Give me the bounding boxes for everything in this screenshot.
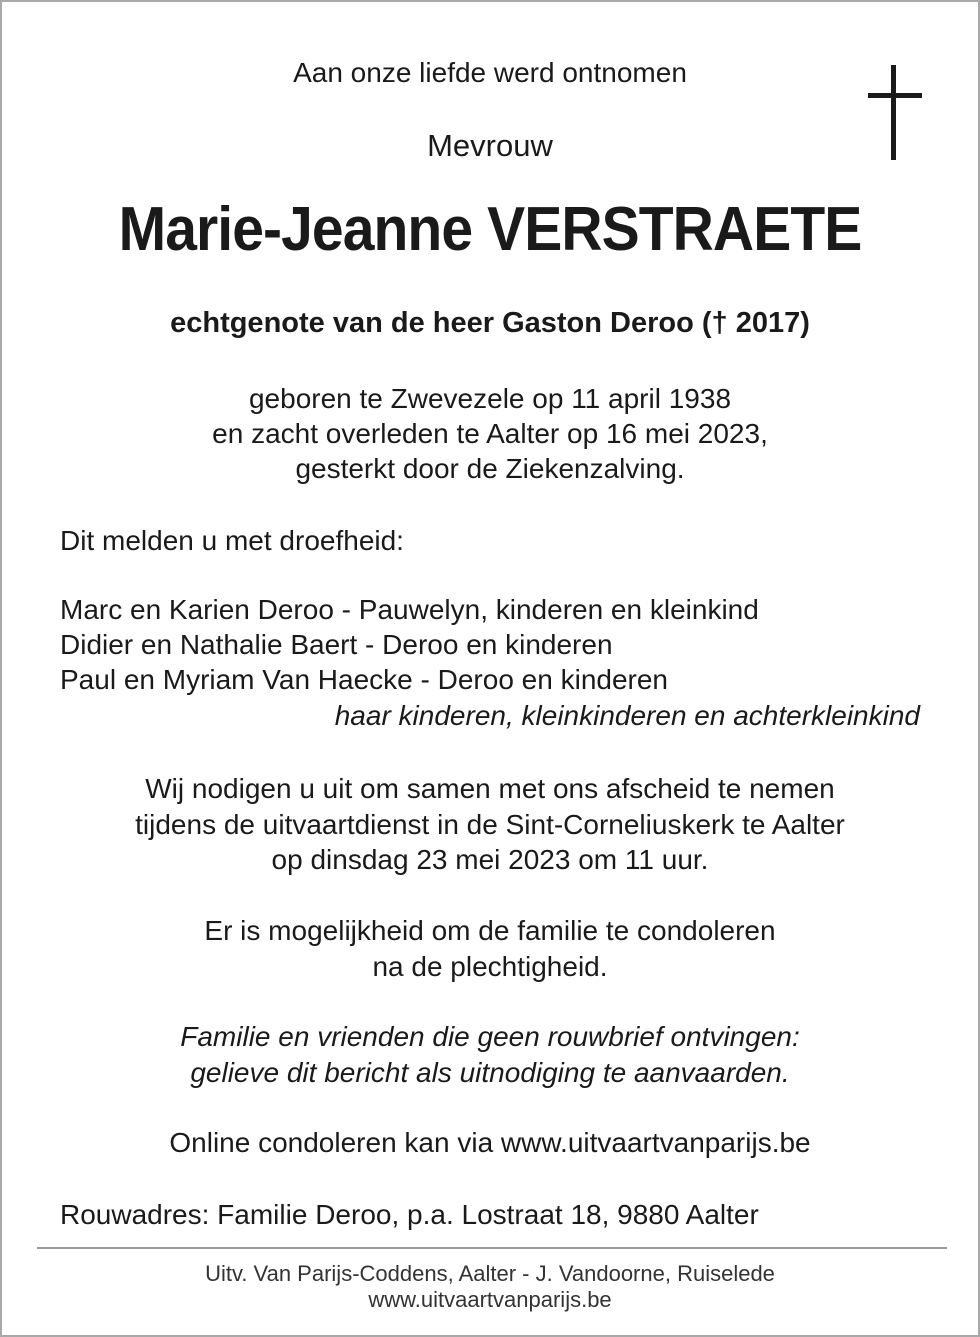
notice-line: gelieve dit bericht als uitnodiging te aanvaarden. xyxy=(190,1057,790,1088)
salutation: Mevrouw xyxy=(427,128,553,163)
family-summary: haar kinderen, kleinkinderen en achterkleinkind xyxy=(334,700,920,731)
death-line: en zacht overleden te Aalter op 16 mei 2023, xyxy=(212,418,768,449)
invitation-line: op dinsdag 23 mei 2023 om 11 uur. xyxy=(271,844,709,875)
family-member: Marc en Karien Deroo - Pauwelyn, kinderen en kleinkind xyxy=(60,594,759,625)
condolence-line: na de plechtigheid. xyxy=(372,951,608,982)
intro-text: Aan onze liefde werd ontnomen xyxy=(293,57,687,88)
family-member: Paul en Myriam Van Haecke - Deroo en kinderen xyxy=(60,664,669,695)
funeral-home-website: www.uitvaartvanparijs.be xyxy=(368,1287,612,1312)
spouse-line: echtgenote van de heer Gaston Deroo († 2017) xyxy=(170,307,810,339)
family-member: Didier en Nathalie Baert - Deroo en kinderen xyxy=(60,629,613,660)
announcement-text: Dit melden u met droefheid: xyxy=(60,525,404,556)
birth-line: geboren te Zwevezele op 11 april 1938 xyxy=(248,383,732,414)
condolence-line: Er is mogelijkheid om de familie te condoleren xyxy=(204,915,776,946)
invitation-line: Wij nodigen u uit om samen met ons afscheid te nemen xyxy=(145,773,835,804)
sacrament-line: gesterkt door de Ziekenzalving. xyxy=(295,453,685,484)
deceased-name: Marie-Jeanne VERSTRAETE xyxy=(118,195,862,264)
online-condolence: Online condoleren kan via www.uitvaartvanparijs.be xyxy=(169,1127,811,1158)
notice-line: Familie en vrienden die geen rouwbrief ontvingen: xyxy=(180,1021,800,1052)
funeral-home-line: Uitv. Van Parijs-Coddens, Aalter - J. Vandoorne, Ruiselede xyxy=(205,1261,775,1286)
footer-divider xyxy=(37,1247,947,1249)
invitation-line: tijdens de uitvaartdienst in de Sint-Corneliuskerk te Aalter xyxy=(135,809,845,840)
mourning-address: Rouwadres: Familie Deroo, p.a. Lostraat 18, 9880 Aalter xyxy=(60,1199,759,1230)
